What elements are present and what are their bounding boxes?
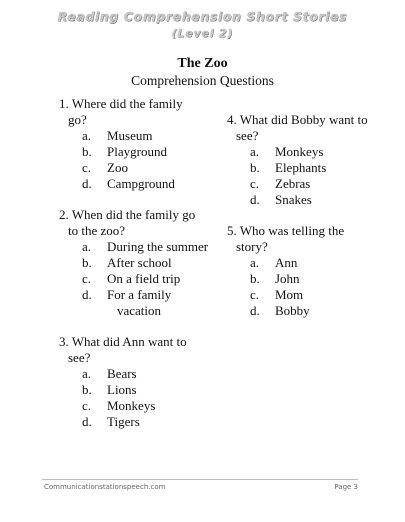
answer-options — [250, 255, 387, 319]
answer-option: d. For a family vacation — [82, 287, 172, 318]
answer-options — [250, 144, 387, 208]
answer-option: d. Snakes — [250, 192, 312, 207]
answer-option: d. Campground — [82, 176, 175, 191]
question-text-cont: go? — [68, 112, 87, 127]
answer-option: d. Bobby — [250, 303, 310, 318]
question-number: 3. — [59, 334, 69, 349]
question-5 — [227, 223, 387, 319]
question-number: 5. — [227, 223, 237, 238]
answer-options — [82, 366, 209, 430]
question-1 — [59, 96, 209, 192]
answer-option: a. Ann — [250, 255, 298, 270]
footer-website: Communicationstationspeech.com — [44, 483, 166, 491]
answer-option: d. Tigers — [82, 414, 140, 429]
question-2 — [59, 207, 209, 319]
question-text: 5. Who was telling the — [227, 223, 345, 238]
answer-option: c. Zoo — [82, 160, 128, 175]
story-title: The Zoo — [177, 56, 228, 71]
question-text: 1. Where did the family — [59, 96, 183, 111]
answer-option: b. Lions — [82, 382, 137, 397]
answer-option: b. Playground — [82, 144, 167, 159]
answer-option: c. Mom — [250, 287, 304, 302]
answer-options — [82, 128, 209, 192]
footer-page-number: Page 3 — [334, 483, 358, 491]
question-text: 2. When did the family go — [59, 207, 196, 222]
header-level: (Level 2) — [171, 27, 234, 40]
question-text: 4. What did Bobby want to — [227, 112, 368, 127]
question-text-cont: to the zoo? — [68, 223, 126, 238]
header-title: Reading Comprehension Short Stories — [57, 9, 348, 24]
section-title: Comprehension Questions — [131, 73, 274, 88]
question-3 — [59, 334, 209, 430]
answer-option: b. After school — [82, 255, 172, 270]
footer-divider — [42, 479, 358, 480]
answer-option: c. Zebras — [250, 176, 311, 191]
question-text: 3. What did Ann want to — [59, 334, 187, 349]
question-text-cont: see? — [68, 350, 91, 365]
answer-option: a. Bears — [82, 366, 137, 381]
question-4 — [227, 112, 387, 208]
answer-options — [82, 239, 209, 319]
answer-option: a. During the summer — [82, 239, 209, 254]
answer-option: a. Museum — [82, 128, 153, 143]
answer-option: c. Monkeys — [82, 398, 156, 413]
answer-option: c. On a field trip — [82, 271, 181, 286]
question-number: 4. — [227, 112, 237, 127]
answer-option: b. John — [250, 271, 300, 286]
answer-option: b. Elephants — [250, 160, 327, 175]
question-text-cont: story? — [236, 239, 268, 254]
answer-option: a. Monkeys — [250, 144, 324, 159]
question-number: 1. — [59, 96, 69, 111]
question-number: 2. — [59, 207, 69, 222]
question-text-cont: see? — [236, 128, 259, 143]
